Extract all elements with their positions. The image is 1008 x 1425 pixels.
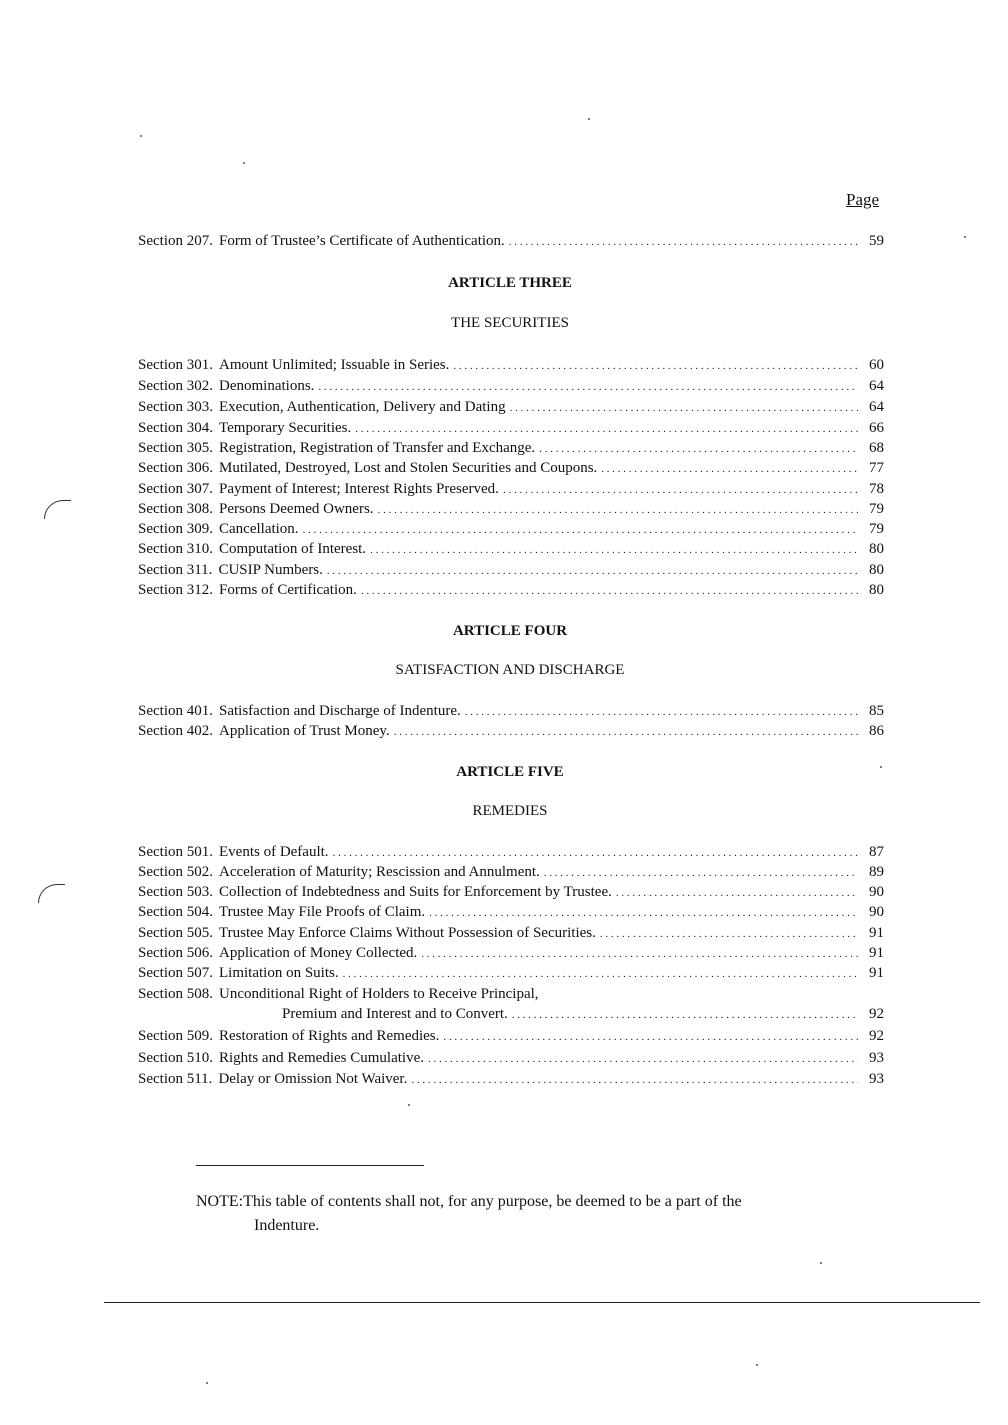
dot-leader bbox=[510, 399, 858, 416]
dot-leader bbox=[443, 1028, 858, 1045]
page-number: 93 bbox=[869, 1071, 884, 1087]
toc-entry bbox=[138, 723, 884, 743]
dot-leader bbox=[539, 440, 858, 457]
article-subject: THE SECURITIES bbox=[451, 315, 569, 331]
scan-speck bbox=[243, 162, 245, 164]
dot-leader bbox=[601, 460, 858, 477]
dot-leader bbox=[465, 703, 858, 720]
section-title: CUSIP Numbers. bbox=[218, 562, 323, 578]
section-title: Payment of Interest; Interest Rights Preserved. bbox=[219, 481, 499, 497]
dot-leader bbox=[512, 1006, 858, 1023]
section-title: Application of Trust Money. bbox=[219, 723, 390, 739]
page-number: 68 bbox=[869, 440, 884, 456]
toc-entry bbox=[138, 986, 884, 1006]
punch-hole-mark-lower bbox=[38, 884, 65, 903]
toc-entry bbox=[138, 399, 884, 419]
section-number: Section 310. bbox=[138, 541, 213, 557]
section-title-continuation: Premium and Interest and to Convert. bbox=[282, 1006, 508, 1022]
page-number: 90 bbox=[869, 884, 884, 900]
section-number: Section 510. bbox=[138, 1050, 213, 1066]
page-number: 79 bbox=[869, 521, 884, 537]
scan-speck bbox=[140, 135, 142, 137]
toc-entry bbox=[138, 864, 884, 884]
page-number: 92 bbox=[869, 1006, 884, 1022]
article-subject: SATISFACTION AND DISCHARGE bbox=[395, 662, 625, 678]
article-heading: ARTICLE FOUR bbox=[452, 623, 568, 639]
scan-speck bbox=[756, 1364, 758, 1366]
toc-entry bbox=[138, 357, 884, 377]
section-number: Section 303. bbox=[138, 399, 213, 415]
page-number: 89 bbox=[869, 864, 884, 880]
article-subject: REMEDIES bbox=[472, 803, 548, 819]
section-title: Registration, Registration of Transfer and Exchange. bbox=[219, 440, 536, 456]
section-title: Denominations. bbox=[219, 378, 315, 394]
section-title: Amount Unlimited; Issuable in Series. bbox=[219, 357, 450, 373]
dot-leader bbox=[355, 420, 858, 437]
section-number: Section 307. bbox=[138, 481, 213, 497]
dot-leader bbox=[453, 357, 858, 374]
section-title: Acceleration of Maturity; Rescission and Annulment. bbox=[219, 864, 540, 880]
section-title: Trustee May Enforce Claims Without Possession of Securities. bbox=[219, 925, 596, 941]
section-title: Satisfaction and Discharge of Indenture. bbox=[219, 703, 461, 719]
dot-leader bbox=[411, 1071, 858, 1088]
toc-entry bbox=[138, 844, 884, 864]
dot-leader bbox=[509, 233, 858, 250]
section-title: Trustee May File Proofs of Claim. bbox=[219, 904, 426, 920]
dot-leader bbox=[616, 884, 858, 901]
section-number: Section 309. bbox=[138, 521, 213, 537]
page-number: 78 bbox=[869, 481, 884, 497]
section-number: Section 509. bbox=[138, 1028, 213, 1044]
toc-entry bbox=[138, 501, 884, 521]
scan-speck bbox=[408, 1104, 410, 1106]
section-title: Unconditional Right of Holders to Receive Principal, bbox=[219, 986, 539, 1002]
page-number: 80 bbox=[869, 582, 884, 598]
footnote-label: NOTE: bbox=[196, 1193, 244, 1210]
section-number: Section 302. bbox=[138, 378, 213, 394]
section-title: Mutilated, Destroyed, Lost and Stolen Securities and Coupons. bbox=[219, 460, 598, 476]
page-number: 91 bbox=[869, 945, 884, 961]
section-title: Restoration of Rights and Remedies. bbox=[219, 1028, 440, 1044]
footnote-rule bbox=[196, 1165, 424, 1166]
section-number: Section 507. bbox=[138, 965, 213, 981]
page-number: 91 bbox=[869, 965, 884, 981]
page-number: 66 bbox=[869, 420, 884, 436]
dot-leader bbox=[378, 501, 858, 518]
dot-leader bbox=[503, 481, 858, 498]
page-number: 60 bbox=[869, 357, 884, 373]
dot-leader bbox=[303, 521, 858, 538]
section-number: Section 501. bbox=[138, 844, 213, 860]
scan-speck bbox=[820, 1262, 822, 1264]
page-number: 93 bbox=[869, 1050, 884, 1066]
section-title: Collection of Indebtedness and Suits for Enforcement by Trustee. bbox=[219, 884, 612, 900]
toc-entry-continuation bbox=[282, 1006, 884, 1026]
section-title: Rights and Remedies Cumulative. bbox=[219, 1050, 424, 1066]
section-number: Section 401. bbox=[138, 703, 213, 719]
page-number: 64 bbox=[869, 399, 884, 415]
toc-entry bbox=[138, 904, 884, 924]
section-title: Forms of Certification. bbox=[219, 582, 357, 598]
section-title: Computation of Interest. bbox=[219, 541, 367, 557]
page-number: 90 bbox=[869, 904, 884, 920]
toc-entry bbox=[138, 582, 884, 602]
toc-entry bbox=[138, 1050, 884, 1070]
section-number: Section 301. bbox=[138, 357, 213, 373]
toc-entry bbox=[138, 925, 884, 945]
page-number: 91 bbox=[869, 925, 884, 941]
footnote bbox=[196, 1190, 866, 1238]
page-number: 79 bbox=[869, 501, 884, 517]
dot-leader bbox=[333, 844, 858, 861]
toc-entry bbox=[138, 481, 884, 501]
page-number: 80 bbox=[869, 562, 884, 578]
section-number: Section 306. bbox=[138, 460, 213, 476]
article-heading: ARTICLE THREE bbox=[448, 275, 572, 291]
section-number: Section 511. bbox=[138, 1071, 213, 1087]
toc-entry bbox=[138, 460, 884, 480]
section-number: Section 505. bbox=[138, 925, 213, 941]
section-number: Section 304. bbox=[138, 420, 213, 436]
footnote-text-line2: Indenture. bbox=[254, 1217, 320, 1234]
dot-leader bbox=[361, 582, 858, 599]
page-column-label: Page bbox=[846, 190, 880, 209]
toc-entry bbox=[138, 884, 884, 904]
section-title: Temporary Securities. bbox=[219, 420, 352, 436]
section-number: Section 305. bbox=[138, 440, 213, 456]
page-number: 85 bbox=[869, 703, 884, 719]
dot-leader bbox=[428, 1050, 858, 1067]
section-number: Section 308. bbox=[138, 501, 213, 517]
scan-speck bbox=[588, 118, 590, 120]
section-title: Cancellation. bbox=[219, 521, 299, 537]
toc-entry bbox=[138, 1028, 884, 1048]
dot-leader bbox=[429, 904, 858, 921]
dot-leader bbox=[421, 945, 858, 962]
toc-entry bbox=[138, 233, 884, 253]
page-number: 64 bbox=[869, 378, 884, 394]
section-number: Section 402. bbox=[138, 723, 213, 739]
section-title: Events of Default. bbox=[219, 844, 329, 860]
dot-leader bbox=[327, 562, 858, 579]
page-number: 86 bbox=[869, 723, 884, 739]
footnote-text-line1: This table of contents shall not, for any purpose, be deemed to be a part of the bbox=[243, 1193, 742, 1210]
page-number: 92 bbox=[869, 1028, 884, 1044]
scan-speck bbox=[964, 236, 966, 238]
section-number: Section 207. bbox=[138, 233, 213, 249]
toc-entry bbox=[138, 521, 884, 541]
section-title: Execution, Authentication, Delivery and Dating bbox=[219, 399, 506, 415]
punch-hole-mark-upper bbox=[44, 500, 71, 519]
toc-entry bbox=[138, 703, 884, 723]
toc-entry bbox=[138, 541, 884, 561]
page-number: 77 bbox=[869, 460, 884, 476]
section-number: Section 311. bbox=[138, 562, 213, 578]
toc-entry bbox=[138, 1071, 884, 1091]
dot-leader bbox=[544, 864, 858, 881]
section-title: Application of Money Collected. bbox=[219, 945, 418, 961]
section-title: Delay or Omission Not Waiver. bbox=[218, 1071, 408, 1087]
section-number: Section 312. bbox=[138, 582, 213, 598]
bottom-rule bbox=[104, 1302, 980, 1303]
dot-leader bbox=[600, 925, 858, 942]
toc-entry bbox=[138, 562, 884, 582]
section-number: Section 508. bbox=[138, 986, 213, 1002]
section-number: Section 502. bbox=[138, 864, 213, 880]
toc-entry bbox=[138, 420, 884, 440]
article-heading: ARTICLE FIVE bbox=[456, 764, 564, 780]
toc-entry bbox=[138, 440, 884, 460]
toc-entry bbox=[138, 965, 884, 985]
scan-speck bbox=[206, 1382, 208, 1384]
toc-entry bbox=[138, 378, 884, 398]
section-number: Section 504. bbox=[138, 904, 213, 920]
section-number: Section 506. bbox=[138, 945, 213, 961]
dot-leader bbox=[343, 965, 858, 982]
dot-leader bbox=[394, 723, 858, 740]
dot-leader bbox=[370, 541, 858, 558]
page-number: 87 bbox=[869, 844, 884, 860]
section-number: Section 503. bbox=[138, 884, 213, 900]
section-title: Persons Deemed Owners. bbox=[219, 501, 374, 517]
toc-entry bbox=[138, 945, 884, 965]
dot-leader bbox=[318, 378, 858, 395]
section-title: Form of Trustee’s Certificate of Authentication. bbox=[219, 233, 505, 249]
page-number: 59 bbox=[869, 233, 884, 249]
section-title: Limitation on Suits. bbox=[219, 965, 339, 981]
page-number: 80 bbox=[869, 541, 884, 557]
